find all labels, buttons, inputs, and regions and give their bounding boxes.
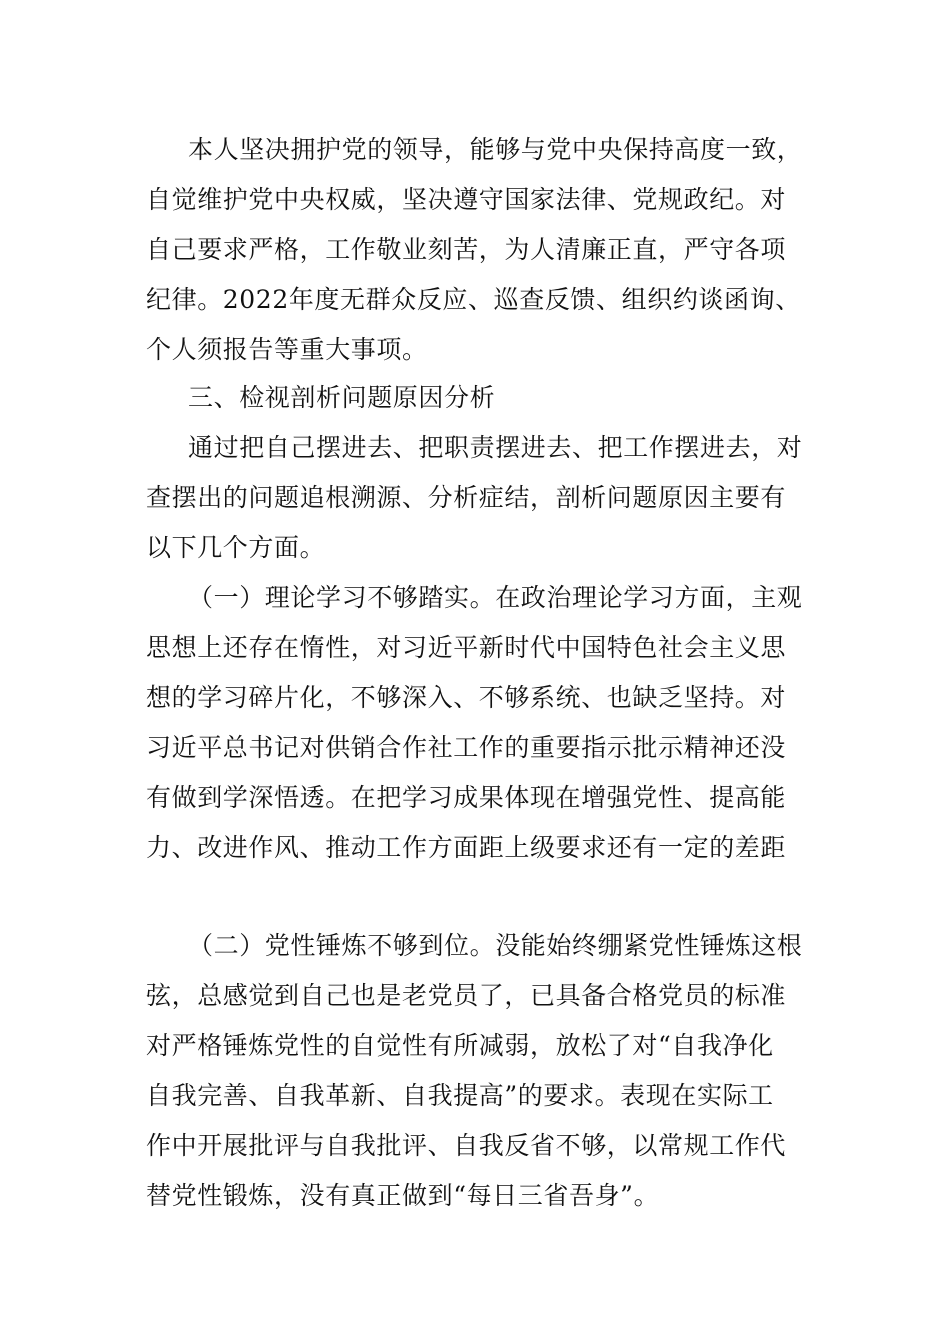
text-line: 弦，总感觉到自己也是老党员了，已具备合格党员的标准: [146, 981, 787, 1010]
text-line: 自我完善、自我革新、自我提高”的要求。表现在实际工: [146, 1081, 774, 1110]
text-line: 对严格锤炼党性的自觉性有所减弱，放松了对“自我净化: [146, 1031, 774, 1060]
text-line: 个人须报告等重大事项。: [146, 335, 428, 364]
text-line: （一）理论学习不够踏实。在政治理论学习方面，主观: [188, 583, 803, 612]
text-line: 查摆出的问题追根溯源、分析症结，剖析问题原因主要有: [146, 483, 787, 512]
text-line: 纪律。2022年度无群众反应、巡查反馈、组织约谈函询、: [146, 285, 801, 314]
text-line: 想的学习碎片化，不够深入、不够系统、也缺乏坚持。对: [146, 683, 787, 712]
text-line: （二）党性锤炼不够到位。没能始终绷紧党性锤炼这根: [188, 931, 803, 960]
text-line: 以下几个方面。: [146, 533, 326, 562]
text-line: 作中开展批评与自我批评、自我反省不够，以常规工作代: [146, 1131, 787, 1160]
section-heading: 三、检视剖析问题原因分析: [188, 383, 496, 412]
text-line: 自觉维护党中央权威，坚决遵守国家法律、党规政纪。对: [146, 185, 787, 214]
text-line: 有做到学深悟透。在把学习成果体现在增强党性、提高能: [146, 783, 787, 812]
text-line: 习近平总书记对供销合作社工作的重要指示批示精神还没: [146, 733, 787, 762]
text-line: 通过把自己摆进去、把职责摆进去、把工作摆进去，对: [188, 433, 803, 462]
text-line: 思想上还存在惰性，对习近平新时代中国特色社会主义思: [146, 633, 787, 662]
text-line: 本人坚决拥护党的领导，能够与党中央保持高度一致，: [188, 135, 803, 164]
text-line: 替党性锻炼，没有真正做到“每日三省吾身”。: [146, 1181, 660, 1210]
text-line: 自己要求严格，工作敬业刻苦，为人清廉正直，严守各项: [146, 235, 787, 264]
text-line: 力、改进作风、推动工作方面距上级要求还有一定的差距: [146, 833, 787, 862]
